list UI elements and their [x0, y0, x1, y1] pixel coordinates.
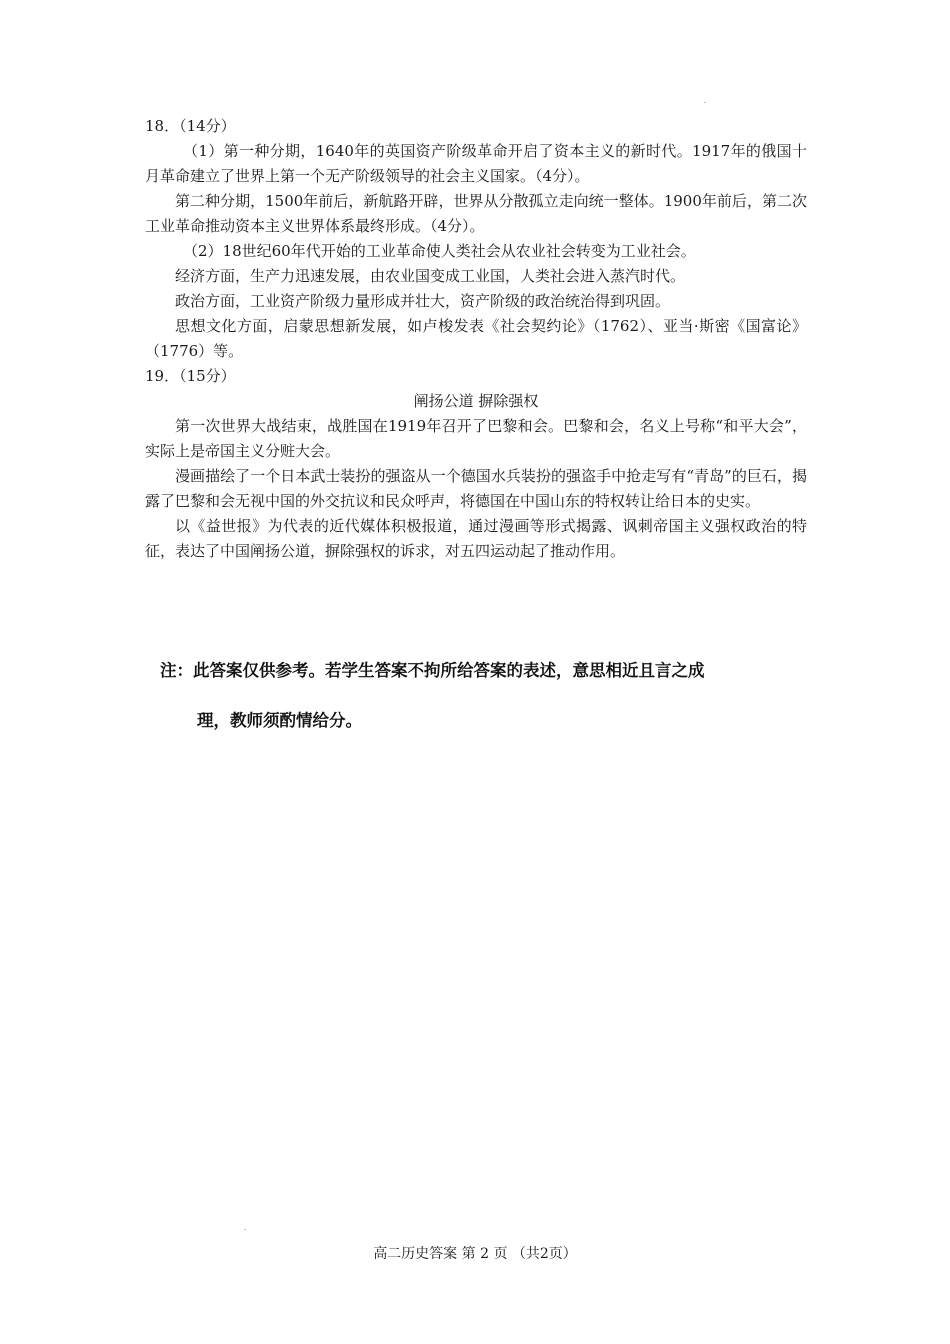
grading-note: [160, 646, 820, 746]
question-18-part2-politics: 政治方面，工业资产阶级力量形成并壮大，资产阶级的政治统治得到巩固。: [175, 292, 671, 310]
grading-note-line-2: 理，教师须酌情给分。: [197, 711, 362, 730]
question-18-part1-second-periodization: 第二种分期，1500年前后，新航路开辟，世界从分散孤立走向统一整体。1900年前后，第二次工业革命推动资本主义世界体系最终形成。（4分）。: [145, 192, 807, 235]
answer-content: [145, 114, 807, 564]
scan-speck: [704, 102, 706, 103]
page-footer: 高二历史答案 第 2 页 （共2页）: [373, 1246, 577, 1262]
question-18-part1-first-periodization: （1）第一种分期，1640年的英国资产阶级革命开启了资本主义的新时代。1917年的俄国十月革命建立了世界上第一个无产阶级领导的社会主义国家。（4分）。: [145, 142, 807, 185]
question-19-paragraph-2: 漫画描绘了一个日本武士装扮的强盗从一个德国水兵装扮的强盗手中抢走写有“青岛”的巨石，揭露了巴黎和会无视中国的外交抗议和民众呼声，将德国在中国山东的特权转让给日本的史实。: [145, 467, 807, 510]
scan-speck: [244, 1229, 246, 1230]
question-18-header: 18．（14分）: [145, 117, 236, 135]
question-19-paragraph-3: 以《益世报》为代表的近代媒体积极报道，通过漫画等形式揭露、讽刺帝国主义强权政治的特征，表达了中国阐扬公道，摒除强权的诉求，对五四运动起了推动作用。: [145, 517, 807, 560]
question-18-part2-culture: 思想文化方面，启蒙思想新发展，如卢梭发表《社会契约论》（1762）、亚当·斯密《国富论》（1776）等。: [145, 317, 807, 360]
question-19-header: 19．（15分）: [145, 367, 236, 385]
question-19-paragraph-1: 第一次世界大战结束，战胜国在1919年召开了巴黎和会。巴黎和会，名义上号称“和平大会”，实际上是帝国主义分赃大会。: [145, 417, 807, 460]
grading-note-line-1: 注：此答案仅供参考。若学生答案不拘所给答案的表述，意思相近且言之成: [160, 661, 705, 680]
question-19-essay-title: 阐扬公道 摒除强权: [413, 392, 539, 410]
question-18-part2-economy: 经济方面，生产力迅速发展，由农业国变成工业国，人类社会进入蒸汽时代。: [175, 267, 686, 285]
question-18-part2-intro: （2）18世纪60年代开始的工业革命使人类社会从农业社会转变为工业社会。: [183, 242, 696, 260]
